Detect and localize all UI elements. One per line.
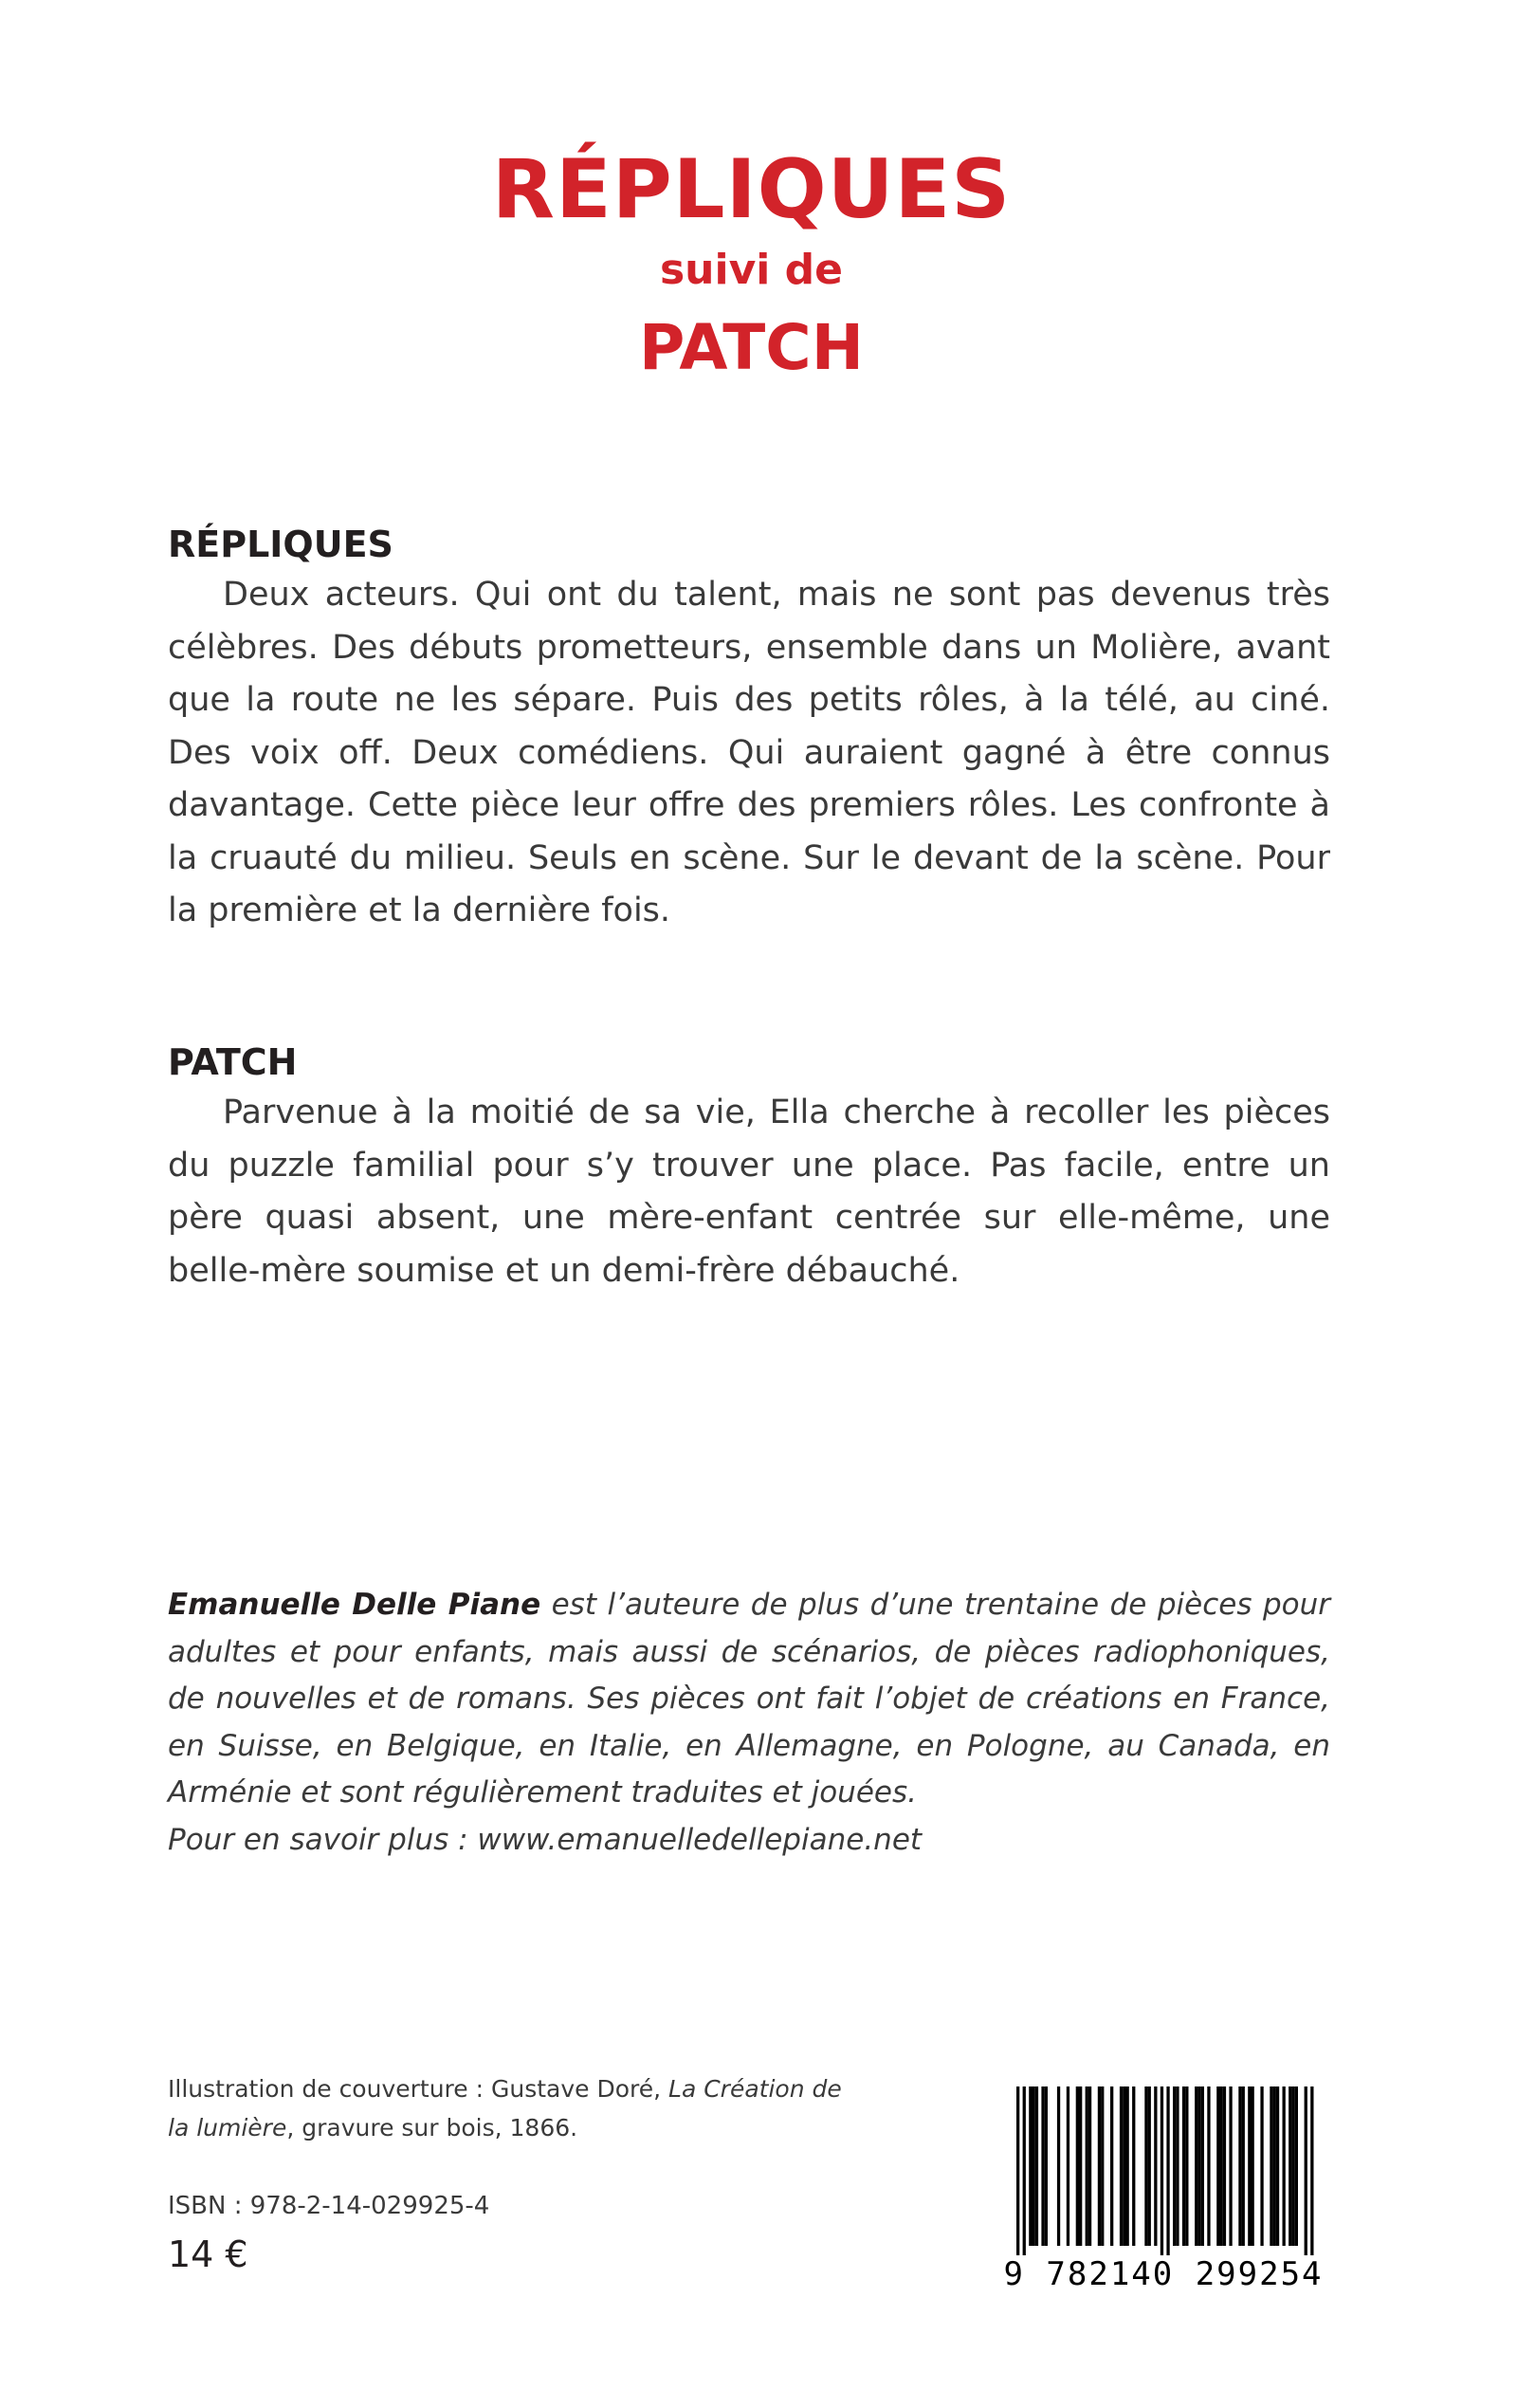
barcode-bar [1185, 2086, 1188, 2246]
barcode-bar [1252, 2086, 1254, 2246]
barcode-bar [1033, 2086, 1035, 2246]
barcode-bar [1029, 2086, 1032, 2246]
barcode-bar [1154, 2086, 1157, 2246]
barcode-bar [1283, 2086, 1286, 2246]
credit-suffix: , gravure sur bois, 1866. [286, 2114, 578, 2141]
author-bio-text: est l’auteure de plus d’une trentaine de pièces pour adultes et pour enfants, mais aussi de scénarios, de pièces radiophoniques, de nouvelles et de romans. Ses pièces ont fait l’objet de créations en France, en Suisse, en Belgique, en Italie, en Allemagne, en Pologne, au Canada, en Arménie et sont régulièrement traduites et jouées. [168, 1588, 1330, 1810]
barcode-bar [1173, 2086, 1176, 2246]
barcode-bar [1098, 2086, 1101, 2246]
barcode-bar [1216, 2086, 1219, 2246]
barcode-bar [1176, 2086, 1179, 2246]
barcode-bar [1120, 2086, 1123, 2246]
section-heading: PATCH [168, 1041, 298, 1083]
barcode-bar [1088, 2086, 1091, 2246]
barcode-bar [1126, 2086, 1129, 2246]
barcode-bar [1291, 2086, 1294, 2246]
barcode-bar [1023, 2086, 1026, 2262]
section-repliques [168, 520, 1330, 938]
barcode-bar [1101, 2086, 1104, 2246]
barcode-bar [1166, 2086, 1169, 2262]
book-title-main: RÉPLIQUES [491, 142, 1012, 237]
barcode-bar [1144, 2086, 1147, 2246]
barcode-bar [1305, 2086, 1307, 2262]
barcode-bar [1276, 2086, 1279, 2246]
barcode-bar [1016, 2086, 1019, 2262]
barcode-bar [1195, 2086, 1197, 2246]
cover-title-block [0, 142, 1503, 389]
barcode-bar [1041, 2086, 1044, 2246]
credit-prefix: Illustration de couverture : Gustave Doré, [168, 2075, 669, 2103]
section-summary: Deux acteurs. Qui ont du talent, mais ne sont pas devenus très célèbres. Des débuts prometteurs, ensemble dans un Molière, avant que la route ne les sépare. Puis des petits rôles, à la télé, au ciné. Des voix off. Deux comédiens. Qui auraient gagné à être connus davantage. Cette pièce leur offre des premiers rôles. Les confronte à la cruauté du milieu. Seuls en scène. Sur le devant de la scène. Pour la première et la dernière fois. [168, 576, 1330, 929]
author-website-line: Pour en savoir plus : www.emanuelledellepiane.net [168, 1822, 923, 1857]
barcode-bar [1242, 2086, 1245, 2246]
section-summary: Parvenue à la moitié de sa vie, Ella cherche à recoller les pièces du puzzle familial pour s’y trouver une place. Pas facile, entre un père quasi absent, une mère-enfant centrée sur elle-même, une belle-mère soumise et un demi-frère débauché. [168, 1094, 1330, 1290]
barcode-bar [1086, 2086, 1088, 2246]
barcode-bar [1182, 2086, 1185, 2246]
section-patch [168, 1038, 1330, 1297]
section-heading: RÉPLIQUES [168, 524, 393, 565]
isbn-text: ISBN : 978-2-14-029925-4 [168, 2192, 490, 2220]
barcode-bar [1220, 2086, 1223, 2246]
barcode-bar [1132, 2086, 1135, 2246]
barcode-bar [1148, 2086, 1151, 2246]
barcode-bar [1076, 2086, 1079, 2246]
barcode-bar [1045, 2086, 1048, 2246]
barcode-bar [1223, 2086, 1226, 2246]
barcode-bar [1310, 2086, 1313, 2262]
barcode-bar [1035, 2086, 1038, 2246]
cover-illustration-credit [168, 2069, 860, 2147]
book-title-connector: suivi de [659, 246, 843, 294]
barcode-bar [1201, 2086, 1204, 2246]
credit-work-title: La Création de la lumière [168, 2075, 842, 2141]
barcode-bar [1123, 2086, 1125, 2246]
barcode-bar [1110, 2086, 1113, 2246]
isbn-barcode [992, 2086, 1335, 2291]
barcode-bar [1229, 2086, 1232, 2246]
barcode-bar [1295, 2086, 1298, 2246]
barcode-bar [1207, 2086, 1210, 2246]
barcode-bar [1067, 2086, 1069, 2246]
book-title-second: PATCH [639, 311, 864, 384]
author-bio [168, 1582, 1330, 1864]
barcode-bar [1161, 2086, 1163, 2262]
barcode-bar [1079, 2086, 1082, 2246]
barcode-bar [1289, 2086, 1291, 2246]
barcode-bar [1273, 2086, 1276, 2246]
barcode-bar [1057, 2086, 1060, 2246]
barcode-bars [992, 2086, 1335, 2262]
barcode-bar [1270, 2086, 1272, 2246]
price-text: 14 € [168, 2233, 248, 2275]
author-name: Emanuelle Delle Piane [168, 1588, 541, 1622]
barcode-digits: 9 782140 299254 [992, 2255, 1335, 2293]
barcode-bar [1238, 2086, 1241, 2246]
barcode-bar [1260, 2086, 1263, 2246]
barcode-bar [1248, 2086, 1251, 2246]
barcode-bar [1197, 2086, 1200, 2246]
